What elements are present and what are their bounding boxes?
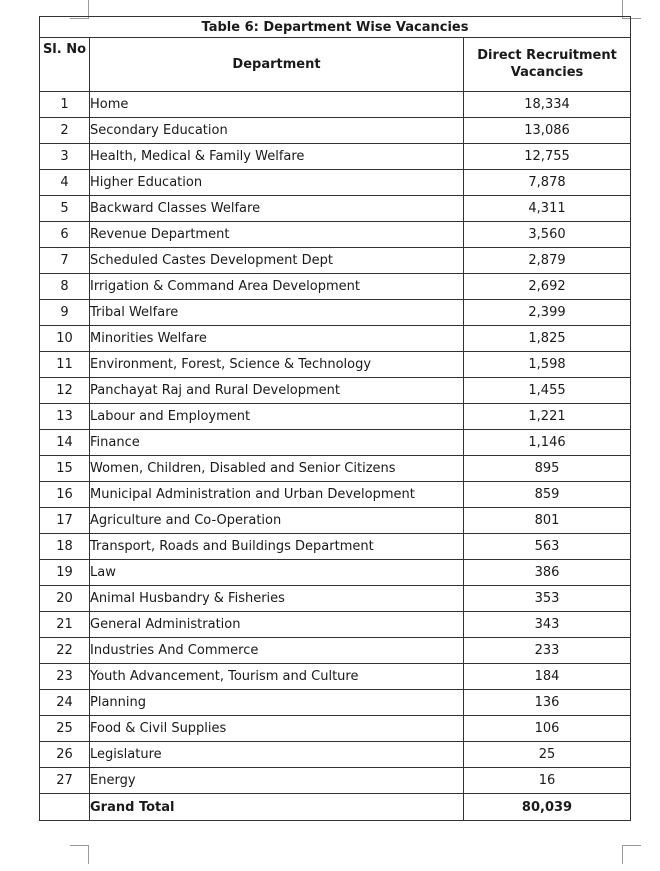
cell-sl-no: 12 (40, 378, 90, 404)
cell-department: Secondary Education (90, 118, 464, 144)
table-row (40, 482, 631, 508)
cell-sl-no: 10 (40, 326, 90, 352)
cell-sl-no: 26 (40, 742, 90, 768)
cell-vacancies: 3,560 (464, 222, 631, 248)
cell-vacancies: 1,221 (464, 404, 631, 430)
table-row (40, 742, 631, 768)
cell-department: Home (90, 92, 464, 118)
cell-sl-no: 24 (40, 690, 90, 716)
table-row (40, 118, 631, 144)
cell-department: Planning (90, 690, 464, 716)
cell-sl-no: 1 (40, 92, 90, 118)
cell-vacancies: 184 (464, 664, 631, 690)
table-title-row (40, 17, 631, 38)
cell-department: General Administration (90, 612, 464, 638)
cell-sl-no: 21 (40, 612, 90, 638)
cell-sl-no: 27 (40, 768, 90, 794)
cell-vacancies: 13,086 (464, 118, 631, 144)
cell-vacancies: 563 (464, 534, 631, 560)
cell-department: Agriculture and Co-Operation (90, 508, 464, 534)
cell-vacancies: 16 (464, 768, 631, 794)
cell-sl-no-empty (40, 794, 90, 821)
cell-vacancies: 353 (464, 586, 631, 612)
header-department: Department (90, 38, 464, 92)
cell-vacancies: 18,334 (464, 92, 631, 118)
table-row (40, 274, 631, 300)
cell-vacancies: 1,598 (464, 352, 631, 378)
cell-sl-no: 23 (40, 664, 90, 690)
cell-vacancies: 12,755 (464, 144, 631, 170)
cell-vacancies: 2,399 (464, 300, 631, 326)
cell-vacancies: 25 (464, 742, 631, 768)
cell-department: Irrigation & Command Area Development (90, 274, 464, 300)
cell-vacancies: 1,455 (464, 378, 631, 404)
header-sl-no: Sl. No (40, 38, 90, 92)
cell-sl-no: 6 (40, 222, 90, 248)
cell-sl-no: 2 (40, 118, 90, 144)
cell-department: Law (90, 560, 464, 586)
cell-sl-no: 17 (40, 508, 90, 534)
grand-total-row (40, 794, 631, 821)
table-header-row (40, 38, 631, 92)
cell-sl-no: 3 (40, 144, 90, 170)
cell-department: Animal Husbandry & Fisheries (90, 586, 464, 612)
header-vacancies: Direct Recruitment Vacancies (464, 38, 631, 92)
cell-vacancies: 343 (464, 612, 631, 638)
cell-sl-no: 7 (40, 248, 90, 274)
cell-department: Tribal Welfare (90, 300, 464, 326)
cell-department: Finance (90, 430, 464, 456)
cell-department: Youth Advancement, Tourism and Culture (90, 664, 464, 690)
cell-vacancies: 1,146 (464, 430, 631, 456)
cell-department: Minorities Welfare (90, 326, 464, 352)
table-row (40, 560, 631, 586)
cell-vacancies: 2,692 (464, 274, 631, 300)
cell-vacancies: 386 (464, 560, 631, 586)
cell-department: Higher Education (90, 170, 464, 196)
cell-department: Industries And Commerce (90, 638, 464, 664)
cell-vacancies: 859 (464, 482, 631, 508)
cell-vacancies: 1,825 (464, 326, 631, 352)
cell-department: Municipal Administration and Urban Development (90, 482, 464, 508)
cell-sl-no: 25 (40, 716, 90, 742)
cell-department: Revenue Department (90, 222, 464, 248)
cell-department: Panchayat Raj and Rural Development (90, 378, 464, 404)
cell-department: Legislature (90, 742, 464, 768)
table-row (40, 586, 631, 612)
cell-department: Transport, Roads and Buildings Department (90, 534, 464, 560)
cell-sl-no: 19 (40, 560, 90, 586)
table-row (40, 612, 631, 638)
table-row (40, 170, 631, 196)
table-row (40, 378, 631, 404)
table-row (40, 196, 631, 222)
vacancies-table (39, 16, 631, 821)
cell-sl-no: 11 (40, 352, 90, 378)
cell-vacancies: 136 (464, 690, 631, 716)
table-row (40, 456, 631, 482)
table-row (40, 222, 631, 248)
cell-sl-no: 20 (40, 586, 90, 612)
table-row (40, 638, 631, 664)
cell-vacancies: 2,879 (464, 248, 631, 274)
table-row (40, 690, 631, 716)
cell-vacancies: 7,878 (464, 170, 631, 196)
table-row (40, 144, 631, 170)
table-row (40, 326, 631, 352)
cell-sl-no: 16 (40, 482, 90, 508)
cell-sl-no: 18 (40, 534, 90, 560)
cell-department: Health, Medical & Family Welfare (90, 144, 464, 170)
cell-department: Backward Classes Welfare (90, 196, 464, 222)
cell-department: Energy (90, 768, 464, 794)
table-row (40, 352, 631, 378)
cell-vacancies: 233 (464, 638, 631, 664)
cell-vacancies: 106 (464, 716, 631, 742)
cell-vacancies: 801 (464, 508, 631, 534)
cell-department: Scheduled Castes Development Dept (90, 248, 464, 274)
cell-vacancies: 895 (464, 456, 631, 482)
table-row (40, 508, 631, 534)
cell-sl-no: 15 (40, 456, 90, 482)
cell-vacancies: 4,311 (464, 196, 631, 222)
grand-total-label: Grand Total (90, 794, 464, 821)
cell-department: Environment, Forest, Science & Technology (90, 352, 464, 378)
table-row (40, 768, 631, 794)
table-row (40, 534, 631, 560)
cell-department: Food & Civil Supplies (90, 716, 464, 742)
crop-mark-bottom-left (70, 845, 89, 864)
cell-sl-no: 22 (40, 638, 90, 664)
cell-sl-no: 14 (40, 430, 90, 456)
cell-department: Women, Children, Disabled and Senior Citizens (90, 456, 464, 482)
cell-department: Labour and Employment (90, 404, 464, 430)
cell-sl-no: 5 (40, 196, 90, 222)
table-row (40, 404, 631, 430)
cell-sl-no: 9 (40, 300, 90, 326)
table-row (40, 430, 631, 456)
table-row (40, 664, 631, 690)
cell-sl-no: 8 (40, 274, 90, 300)
grand-total-value: 80,039 (464, 794, 631, 821)
table-row (40, 248, 631, 274)
crop-mark-bottom-right (622, 845, 641, 864)
table-title: Table 6: Department Wise Vacancies (40, 17, 631, 38)
table-row (40, 92, 631, 118)
cell-sl-no: 4 (40, 170, 90, 196)
cell-sl-no: 13 (40, 404, 90, 430)
table-row (40, 716, 631, 742)
table-row (40, 300, 631, 326)
